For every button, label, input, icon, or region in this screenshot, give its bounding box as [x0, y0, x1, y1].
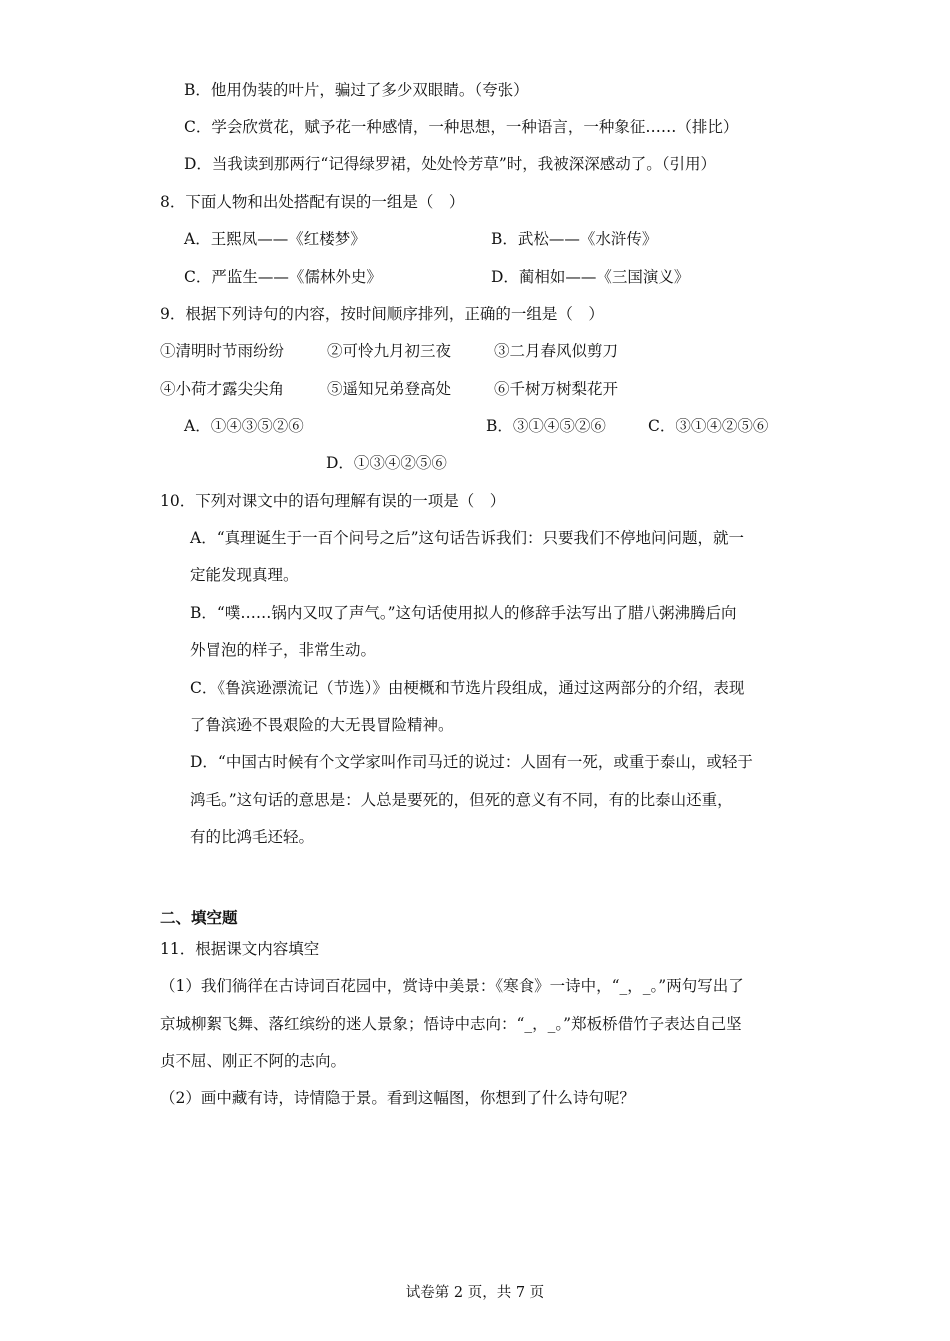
q8-option-a: A．王熙凤——《红楼梦》 [184, 230, 366, 248]
q9-stem: 9．根据下列诗句的内容，按时间顺序排列，正确的一组是（ ） [160, 305, 604, 323]
q10-option-a-line1: A．“真理诞生于一百个问号之后”这句话告诉我们：只要我们不停地问问题，就一 [190, 529, 745, 547]
q10-option-b-line2: 外冒泡的样子，非常生动。 [190, 641, 377, 659]
page-footer: 试卷第 2 页，共 7 页 [405, 1285, 545, 1301]
q7-option-c: C．学会欣赏花，赋予花一种感情，一种思想，一种语言，一种象征……（排比） [184, 118, 739, 136]
q9-poem-2: ②可怜九月初三夜 [327, 342, 452, 360]
q10-option-d-line2: 鸿毛。”这句话的意思是：人总是要死的，但死的意义有不同，有的比泰山还重， [190, 791, 733, 809]
q11-part1-line2: 京城柳絮飞舞、落红缤纷的迷人景象；悟诗中志向：“_，_。”郑板桥借竹子表达自己坚 [160, 1015, 742, 1033]
q9-poem-1: ①清明时节雨纷纷 [160, 342, 285, 360]
q11-part1-line3: 贞不屈、刚正不阿的志向。 [160, 1052, 347, 1070]
q11-part2: （2）画中藏有诗，诗情隐于景。看到这幅图，你想到了什么诗句呢？ [160, 1089, 635, 1107]
q9-poem-3: ③二月春风似剪刀 [494, 342, 619, 360]
q10-option-d-line1: D．“中国古时候有个文学家叫作司马迁的说过：人固有一死，或重于泰山，或轻于 [190, 753, 753, 771]
q9-option-a: A．①④③⑤②⑥ [184, 417, 304, 435]
q10-option-d-line3: 有的比鸿毛还轻。 [190, 828, 315, 846]
q9-option-b: B．③①④⑤②⑥ [486, 417, 606, 435]
q9-poem-6: ⑥千树万树梨花开 [494, 380, 619, 398]
q8-stem: 8．下面人物和出处搭配有误的一组是（ ） [160, 193, 465, 211]
q9-poem-4: ④小荷才露尖尖角 [160, 380, 285, 398]
q9-option-d: D．①③④②⑤⑥ [326, 454, 447, 472]
q9-option-c: C．③①④②⑤⑥ [648, 417, 769, 435]
q8-option-d: D．蔺相如——《三国演义》 [491, 268, 690, 286]
q9-poem-5: ⑤遥知兄弟登高处 [327, 380, 452, 398]
q11-stem: 11．根据课文内容填空 [160, 940, 320, 958]
q10-option-b-line1: B．“噗……锅内又叹了声气。”这句话使用拟人的修辞手法写出了腊八粥沸腾后向 [190, 604, 737, 622]
section-title-fill-in: 二、填空题 [160, 909, 238, 927]
q7-option-b: B．他用伪装的叶片，骗过了多少双眼睛。（夸张） [184, 81, 529, 99]
q8-option-b: B．武松——《水浒传》 [491, 230, 658, 248]
q8-option-c: C．严监生——《儒林外史》 [184, 268, 382, 286]
q10-option-c-line2: 了鲁滨逊不畏艰险的大无畏冒险精神。 [190, 716, 454, 734]
q10-option-a-line2: 定能发现真理。 [190, 566, 299, 584]
q11-part1-line1: （1）我们徜徉在古诗词百花园中，赏诗中美景：《寒食》一诗中，“_，_。”两句写出了 [160, 977, 744, 995]
q7-option-d: D．当我读到那两行“记得绿罗裙，处处怜芳草”时，我被深深感动了。（引用） [184, 155, 717, 173]
q10-option-c-line1: C．《鲁滨逊漂流记（节选）》由梗概和节选片段组成，通过这两部分的介绍，表现 [190, 679, 745, 697]
q10-stem: 10．下列对课文中的语句理解有误的一项是（ ） [160, 492, 506, 510]
